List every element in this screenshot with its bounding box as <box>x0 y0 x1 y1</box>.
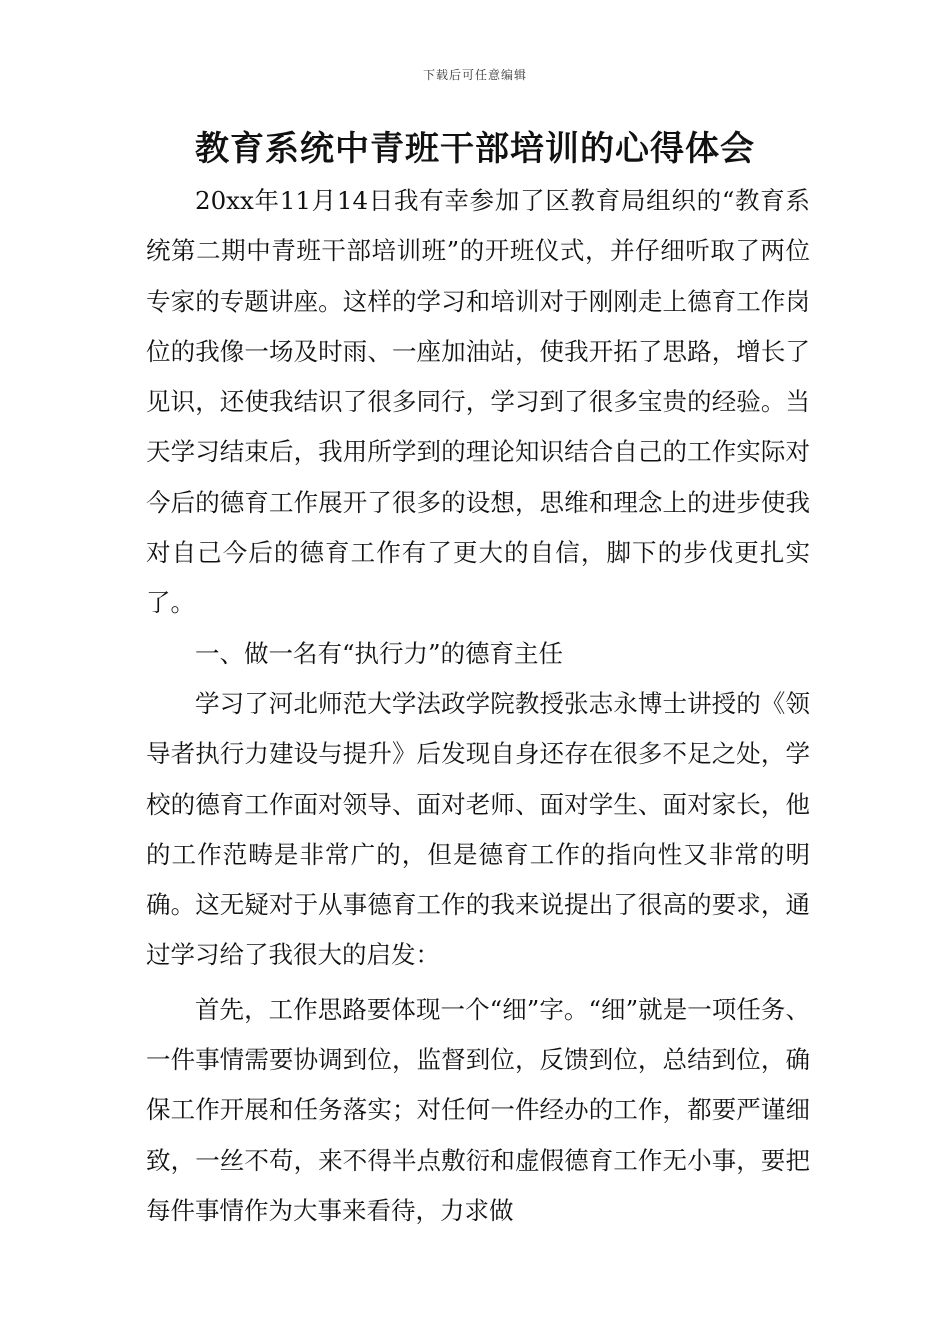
document-body <box>146 176 810 1236</box>
paragraph-first-point: 首先，工作思路要体现一个“细”字。“细”就是一项任务、一件事情需要协调到位，监督到位，反馈到位，总结到位，确保工作开展和任务落实；对任何一件经办的工作，都要严谨细致，一丝不苟，来不得半点敷衍和虚假德育工作无小事，要把每件事情作为大事来看待，力求做 <box>146 994 810 1225</box>
section-heading: 一、做一名有“执行力”的德育主任 <box>195 638 564 668</box>
paragraph-intro: 20xx年11月14日我有幸参加了区教育局组织的“教育系统第二期中青班干部培训班”的开班仪式，并仔细听取了两位专家的专题讲座。这样的学习和培训对于刚刚走上德育工作岗位的我像一场及时雨、一座加油站，使我开拓了思路，增长了见识，还使我结识了很多同行，学习到了很多宝贵的经验。当天学习结束后，我用所学到的理论知识结合自己的工作实际对今后的德育工作展开了很多的设想，思维和理念上的进步使我对自己今后的德育工作有了更大的自信，脚下的步伐更扎实了。 <box>146 186 810 618</box>
document-title: 教育系统中青班干部培训的心得体会 <box>195 129 755 169</box>
paragraph-execution: 学习了河北师范大学法政学院教授张志永博士讲授的《领导者执行力建设与提升》后发现自身还存在很多不足之处，学校的德育工作面对领导、面对老师、面对学生、面对家长，他的工作范畴是非常广的，但是德育工作的指向性又非常的明确。这无疑对于从事德育工作的我来说提出了很高的要求，通过学习给了我很大的启发： <box>146 688 810 970</box>
header-note: 下载后可任意编辑 <box>422 68 527 82</box>
